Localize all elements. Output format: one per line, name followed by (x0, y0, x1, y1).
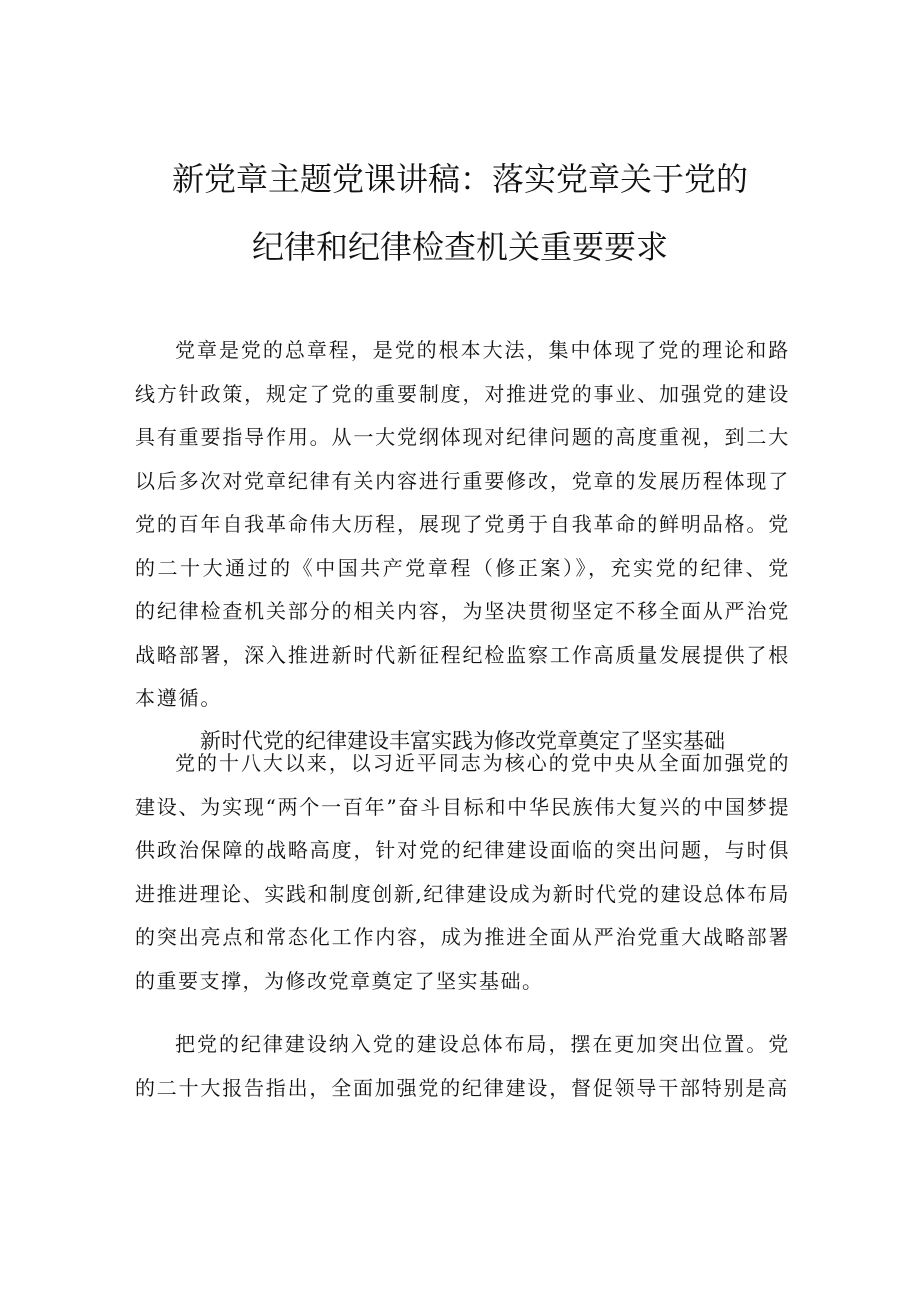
document-title-line-2: 纪律和纪律检查机关重要要求 (251, 228, 668, 266)
body-paragraph-1: 党的十八大以来，以习近平同志为核心的党中央从全面加强党的建设、为实现“两个一百年”奋斗目标和中华民族伟大复兴的中国梦提供政治保障的战略高度，针对党的纪律建设面临的突出问题，与时俱进推进理论、实践和制度创新,纪律建设成为新时代党的建设总体布局的突出亮点和常态化工作内容，成为推进全面从严治党重大战略部署的重要支撑，为修改党章奠定了坚实基础。 (135, 751, 790, 993)
intro-paragraph: 党章是党的总章程，是党的根本大法，集中体现了党的理论和路线方针政策，规定了党的重要制度，对推进党的事业、加强党的建设具有重要指导作用。从一大党纲体现对纪律问题的高度重视，到二大以后多次对党章纪律有关内容进行重要修改，党章的发展历程体现了党的百年自我革命伟大历程，展现了党勇于自我革命的鲜明品格。党的二十大通过的《中国共产党章程（修正案）》，充实党的纪律、党的纪律检查机关部分的相关内容，为坚决贯彻坚定不移全面从严治党战略部署，深入推进新时代新征程纪检监察工作高质量发展提供了根本遵循。 (135, 338, 790, 710)
document-title-line-1: 新党章主题党课讲稿：落实党章关于党的 (171, 160, 748, 198)
section-heading: 新时代党的纪律建设丰富实践为修改党章奠定了坚实基础 (200, 729, 725, 753)
body-paragraph-2: 把党的纪律建设纳入党的建设总体布局，摆在更加突出位置。党的二十大报告指出，全面加强党的纪律建设，督促领导干部特别是高 (135, 1032, 790, 1100)
